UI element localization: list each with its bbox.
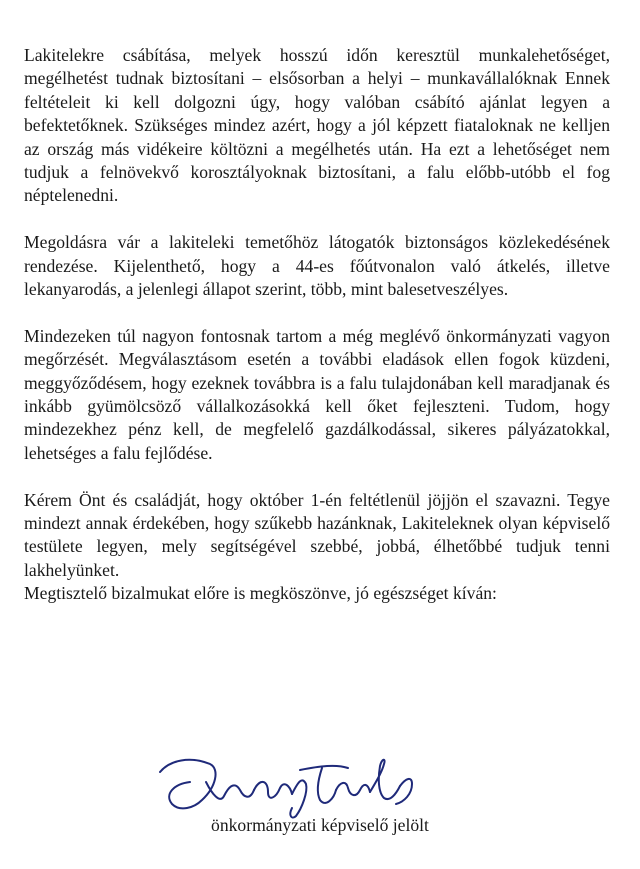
- handwritten-signature: [150, 742, 450, 820]
- signer-role: önkormányzati képviselő jelölt: [211, 815, 429, 835]
- paragraph-investment: Lakitelekre csábítása, melyek hosszú időn keresztül munkalehetőséget, megélhetést tudnak biztosítani – elsősorban a helyi – munkavállalóknak Ennek feltételeit ki kell dolgozni úgy, hogy valóban csábító ajánlat legyen a befektetőknek. Szükséges mindez azért, hogy a jól képzett fiataloknak ne kelljen az ország más vidékeire költözni a megélhetés után. Ha ezt a lehetőséget nem tudjuk a felnövekvő korosztályoknak biztosítani, a falu előbb-utóbb el fog néptelenedni.: [24, 45, 610, 206]
- closing-line: Megtisztelő bizalmukat előre is megköszönve, jó egészséget kíván:: [24, 583, 497, 604]
- paragraph-cemetery-traffic: Megoldásra vár a lakiteleki temetőhöz látogatók biztonságos közlekedésének rendezése. Kijelenthető, hogy a 44-es főútvonalon való átkelés, illetve lekanyarodás, a jelenlegi állapot szerint, több, mint balesetveszélyes.: [24, 232, 610, 300]
- letter-body: [24, 44, 610, 606]
- paragraph-vote-request: Kérem Önt és családját, hogy október 1-én feltétlenül jöjjön el szavazni. Tegye mindezt annak érdekében, hogy szűkebb hazánknak, Lakiteleknek olyan képviselő testülete legyen, mely segítségével szebbé, jobbá, élhetőbbé tudjuk tenni lakhelyünket.: [24, 489, 610, 580]
- paragraph-municipal-assets: Mindezeken túl nagyon fontosnak tartom a még meglévő önkormányzati vagyon megőrzését. Megválasztásom esetén a további eladások ellen fogok küzdeni, meggyőződésem, hogy ezeknek továbbra is a falu tulajdonában kell maradjanak és inkább gyümölcsöző vállalkozásokká kell őket fejleszteni. Tudom, hogy mindezekhez pénz kell, de megfelelő gazdálkodással, sikeres pályázatokkal, lehetséges a falu fejlődése.: [24, 325, 610, 463]
